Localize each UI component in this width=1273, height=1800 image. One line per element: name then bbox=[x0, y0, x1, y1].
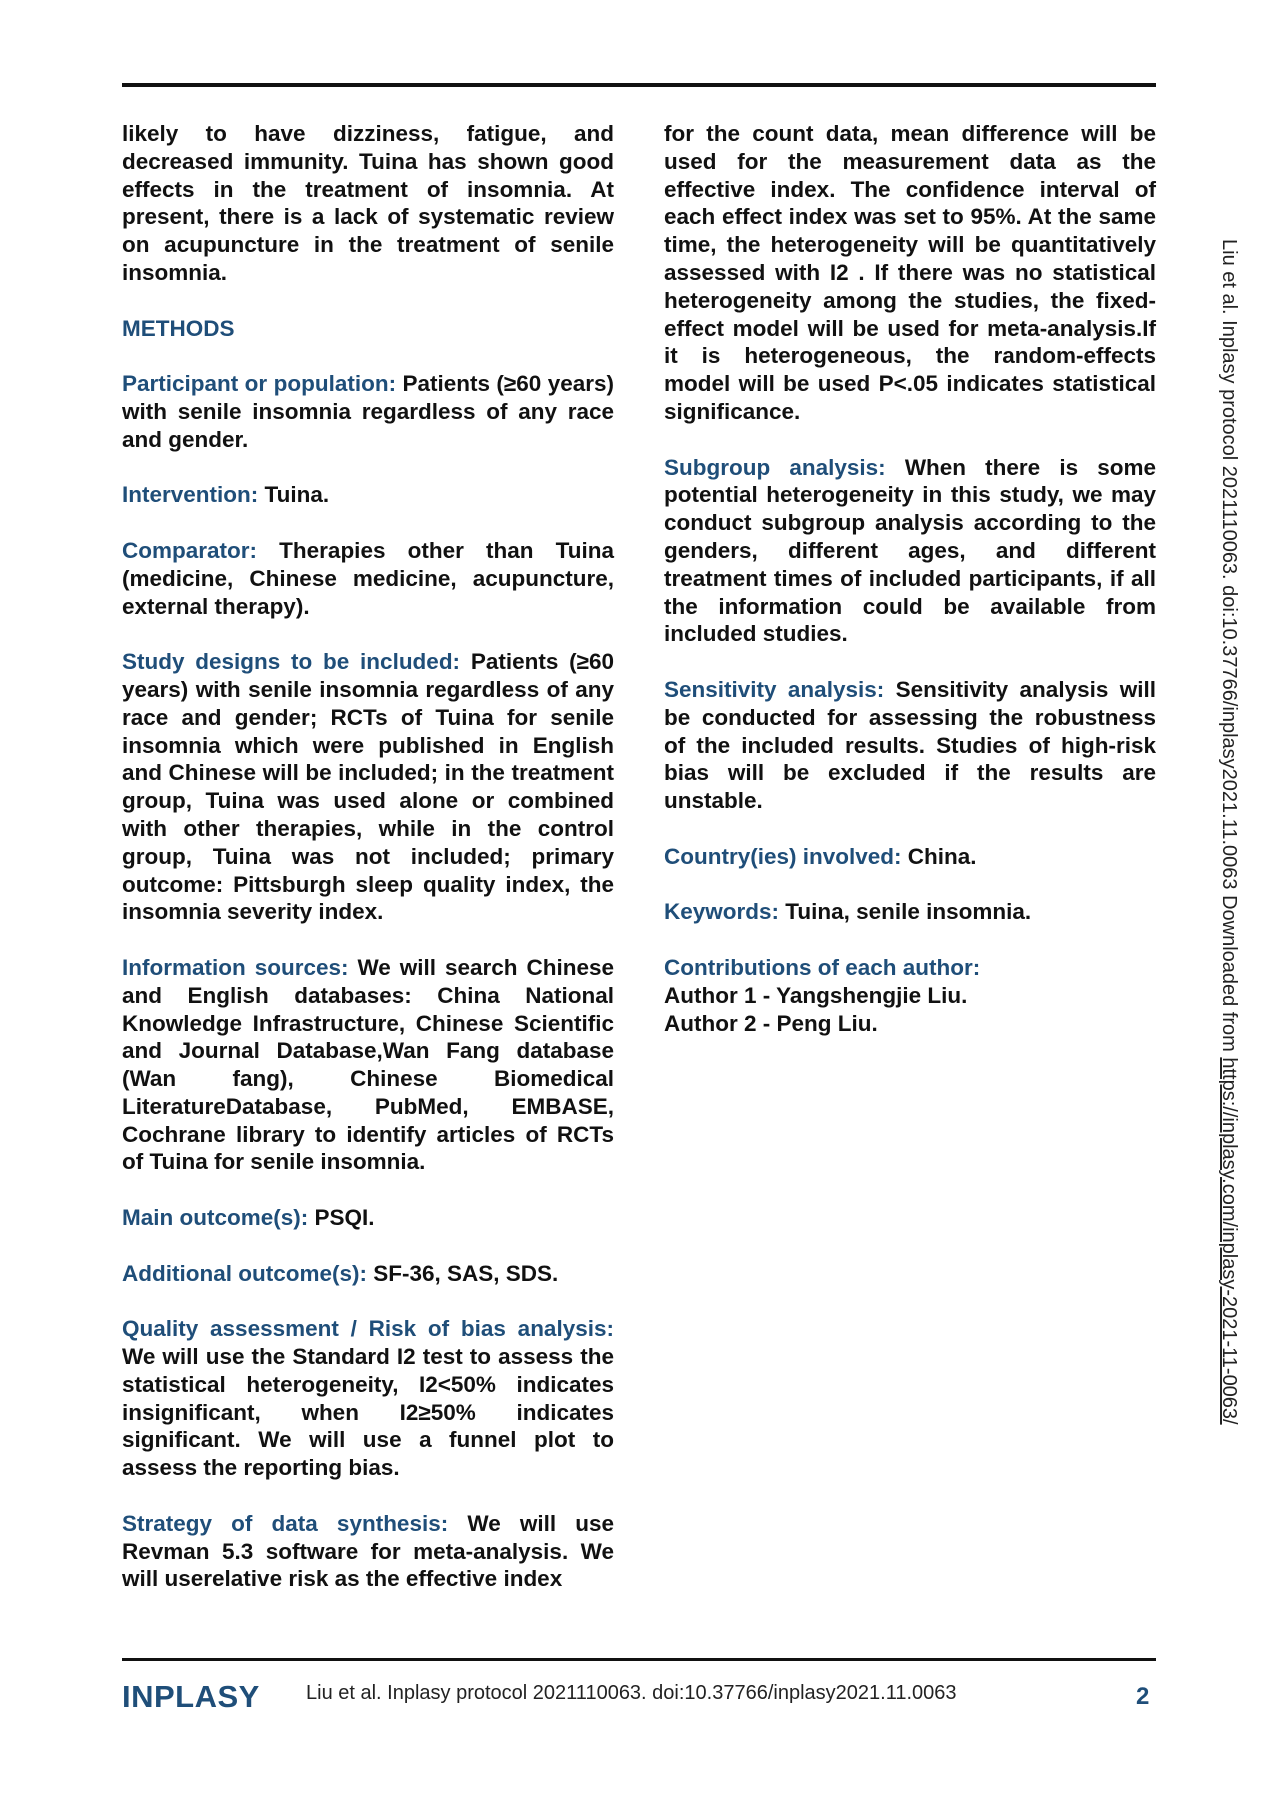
methods-heading: METHODS bbox=[122, 315, 235, 341]
quality-assessment-label: Quality assessment / Risk of bias analysis: bbox=[122, 1316, 614, 1342]
intervention-text: Tuina. bbox=[264, 482, 330, 508]
countries-text: China. bbox=[907, 843, 977, 869]
sidebar-link[interactable]: https://inplasy.com/inplasy-2021-11-0063/ bbox=[1218, 1057, 1240, 1425]
contributions-section bbox=[664, 954, 1156, 1037]
countries-label: Country(ies) involved: bbox=[664, 843, 902, 869]
keywords-label: Keywords: bbox=[664, 899, 780, 925]
participant-text: Patients (≥60 years) with senile insomnia regardless of any race and gender. bbox=[122, 371, 614, 452]
quality-assessment-section bbox=[122, 1315, 614, 1482]
continuation-paragraph: for the count data, mean difference will be used for the measurement data as the effective index. The confidence interval of each effect index was set to 95%. At the same time, the heterogeneity will be quantitatively assessed with I2 . If there was no statistical heterogeneity among the studies, the fixed-effect model will be used for meta-analysis.If it is heterogeneous, the random-effects model will be used P<.05 indicates statistical significance. bbox=[664, 121, 1156, 424]
author-1: Author 1 - Yangshengjie Liu. bbox=[664, 982, 968, 1008]
download-sidebar bbox=[1217, 239, 1240, 1425]
sensitivity-text: Sensitivity analysis will be conducted for assessing the robustness of the included results. Studies of high-risk bias will be excluded if the results are unstable. bbox=[664, 676, 1156, 814]
page-number: 2 bbox=[1136, 1683, 1150, 1710]
subgroup-label: Subgroup analysis: bbox=[664, 454, 886, 480]
strategy-text: We will use Revman 5.3 software for meta-analysis. We will userelative risk as the effective index bbox=[122, 1510, 614, 1592]
comparator-label: Comparator: bbox=[122, 537, 258, 563]
comparator-section bbox=[122, 537, 614, 620]
keywords-section bbox=[664, 898, 1156, 926]
author-2: Author 2 - Peng Liu. bbox=[664, 1010, 878, 1036]
additional-outcomes-text: SF-36, SAS, SDS. bbox=[373, 1260, 559, 1286]
information-sources-text: We will search Chinese and English databases: China National Knowledge Infrastructure, Chinese Scientific and Journal Database,Wan Fang database (Wan fang), Chinese Biomedical LiteratureDatabase, PubMed, EMBASE, Cochrane library to identify articles of RCTs of Tuina for senile insomnia. bbox=[122, 954, 614, 1175]
participant-section bbox=[122, 370, 614, 453]
strategy-label: Strategy of data synthesis: bbox=[122, 1510, 449, 1536]
comparator-text: Therapies other than Tuina (medicine, Chinese medicine, acupuncture, external therapy). bbox=[122, 537, 614, 619]
keywords-text: Tuina, senile insomnia. bbox=[785, 899, 1032, 925]
main-outcomes-text: PSQI. bbox=[314, 1205, 375, 1231]
information-sources-section bbox=[122, 954, 614, 1176]
top-rule bbox=[122, 83, 1156, 87]
intro-paragraph: likely to have dizziness, fatigue, and decreased immunity. Tuina has shown good effects in the treatment of insomnia. At present, there is a lack of systematic review on acupuncture in the treatment of senile insomnia. bbox=[122, 121, 614, 285]
subgroup-text: When there is some potential heterogeneity in this study, we may conduct subgroup analysis according to the genders, different ages, and different treatment times of included participants, if all the information could be available from included studies. bbox=[664, 454, 1156, 647]
study-designs-label: Study designs to be included: bbox=[122, 649, 461, 675]
additional-outcomes-label: Additional outcome(s): bbox=[122, 1260, 367, 1286]
intervention-label: Intervention: bbox=[122, 482, 259, 508]
left-column bbox=[122, 120, 614, 1593]
study-designs-section bbox=[122, 648, 614, 926]
additional-outcomes-section bbox=[122, 1260, 614, 1288]
sidebar-text: Liu et al. Inplasy protocol 2021110063. doi:10.37766/inplasy2021.11.0063 Downloaded from bbox=[1218, 239, 1240, 1058]
main-outcomes-section bbox=[122, 1204, 614, 1232]
main-outcomes-label: Main outcome(s): bbox=[122, 1205, 309, 1231]
strategy-section bbox=[122, 1510, 614, 1593]
footer-citation: Liu et al. Inplasy protocol 2021110063. doi:10.37766/inplasy2021.11.0063 bbox=[306, 1682, 957, 1704]
information-sources-label: Information sources: bbox=[122, 954, 349, 980]
study-designs-text: Patients (≥60 years) with senile insomnia regardless of any race and gender; RCTs of Tuina for senile insomnia which were published in English and Chinese will be included; in the treatment group, Tuina was used alone or combined with other therapies, while in the control group, Tuina was not included; primary outcome: Pittsburgh sleep quality index, the insomnia severity index. bbox=[122, 649, 614, 925]
inplasy-logo: INPLASY bbox=[122, 1679, 260, 1714]
intervention-section bbox=[122, 481, 614, 509]
right-column bbox=[664, 120, 1156, 1037]
subgroup-section bbox=[664, 454, 1156, 649]
participant-label: Participant or population: bbox=[122, 371, 397, 397]
sensitivity-section bbox=[664, 676, 1156, 815]
sensitivity-label: Sensitivity analysis: bbox=[664, 676, 885, 702]
countries-section bbox=[664, 843, 1156, 871]
quality-assessment-text: We will use the Standard I2 test to assess the statistical heterogeneity, I2<50% indicates insignificant, when I2≥50% indicates significant. We will use a funnel plot to assess the reporting bias. bbox=[122, 1344, 614, 1481]
bottom-rule bbox=[122, 1658, 1156, 1661]
contributions-label: Contributions of each author: bbox=[664, 954, 981, 980]
